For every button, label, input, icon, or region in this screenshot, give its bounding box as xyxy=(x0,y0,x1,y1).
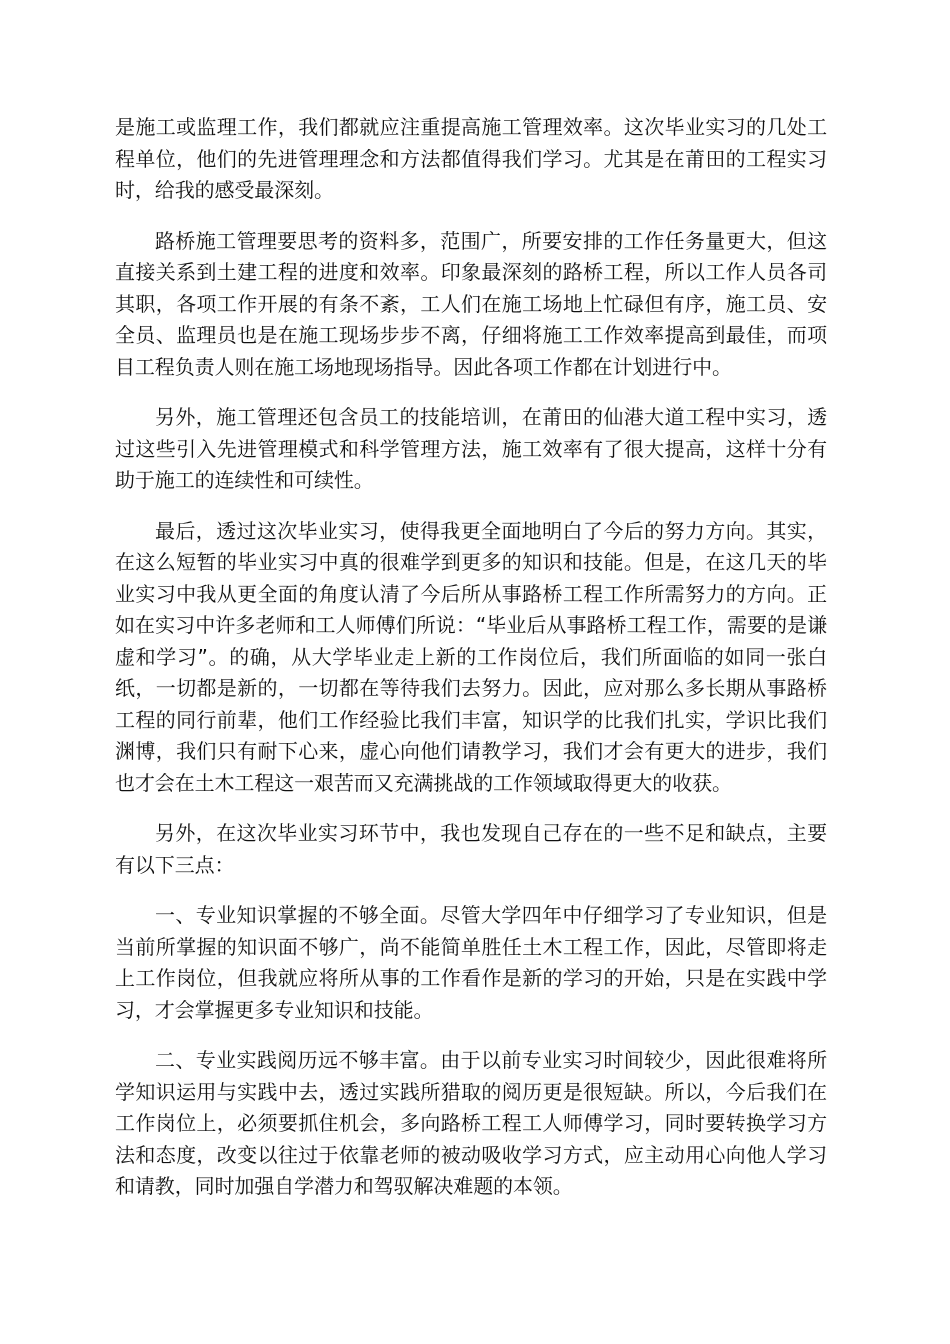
paragraph-training: 另外，施工管理还包含员工的技能培训，在莆田的仙港大道工程中实习，透过这些引入先进管理模式和科学管理方法，施工效率有了很大提高，这样十分有助于施工的连续性和可续性。 xyxy=(115,405,827,492)
paragraph-point-two: 二、专业实践阅历远不够丰富。由于以前专业实习时间较少，因此很难将所学知识运用与实践中去，透过实践所猎取的阅历更是很短缺。所以，今后我们在工作岗位上，必须要抓住机会，多向路桥工程工人师傅学习，同时要转换学习方法和态度，改变以往过于依靠老师的被动吸收学习方式，应主动用心向他人学习和请教，同时加强自学潜力和驾驭解决难题的本领。 xyxy=(115,1048,827,1198)
document-page xyxy=(115,112,827,1222)
paragraph-point-one: 一、专业知识掌握的不够全面。尽管大学四年中仔细学习了专业知识，但是当前所掌握的知识面不够广，尚不能简单胜任土木工程工作，因此，尽管即将走上工作岗位，但我就应将所从事的工作看作是新的学习的开始，只是在实践中学习，才会掌握更多专业知识和技能。 xyxy=(115,903,827,1022)
paragraph-construction-management: 路桥施工管理要思考的资料多，范围广，所要安排的工作任务量更大，但这直接关系到土建工程的进度和效率。印象最深刻的路桥工程，所以工作人员各司其职，各项工作开展的有条不紊，工人们在施工场地上忙碌但有序，施工员、安全员、监理员也是在施工现场步步不离，仔细将施工工作效率提高到最佳，而项目工程负责人则在施工场地现场指导。因此各项工作都在计划进行中。 xyxy=(115,228,827,379)
paragraph-conclusion: 最后，透过这次毕业实习，使得我更全面地明白了今后的努力方向。其实，在这么短暂的毕业实习中真的很难学到更多的知识和技能。但是，在这几天的毕业实习中我从更全面的角度认清了今后所从事路桥工程工作所需努力的方向。正如在实习中许多老师和工人师傅们所说：“毕业后从事路桥工程工作，需要的是谦虚和学习”。的确，从大学毕业走上新的工作岗位后，我们所面临的如同一张白纸，一切都是新的，一切都在等待我们去努力。因此，应对那么多长期从事路桥工程的同行前辈，他们工作经验比我们丰富，知识学的比我们扎实，学识比我们渊博，我们只有耐下心来，虚心向他们请教学习，我们才会有更大的进步，我们也才会在土木工程这一艰苦而又充满挑战的工作领域取得更大的收获。 xyxy=(115,518,827,795)
paragraph-continued: 是施工或监理工作，我们都就应注重提高施工管理效率。这次毕业实习的几处工程单位，他们的先进管理理念和方法都值得我们学习。尤其是在莆田的工程实习时，给我的感受最深刻。 xyxy=(115,115,827,202)
paragraph-shortcomings-intro: 另外，在这次毕业实习环节中，我也发现自己存在的一些不足和缺点，主要有以下三点： xyxy=(115,821,827,877)
